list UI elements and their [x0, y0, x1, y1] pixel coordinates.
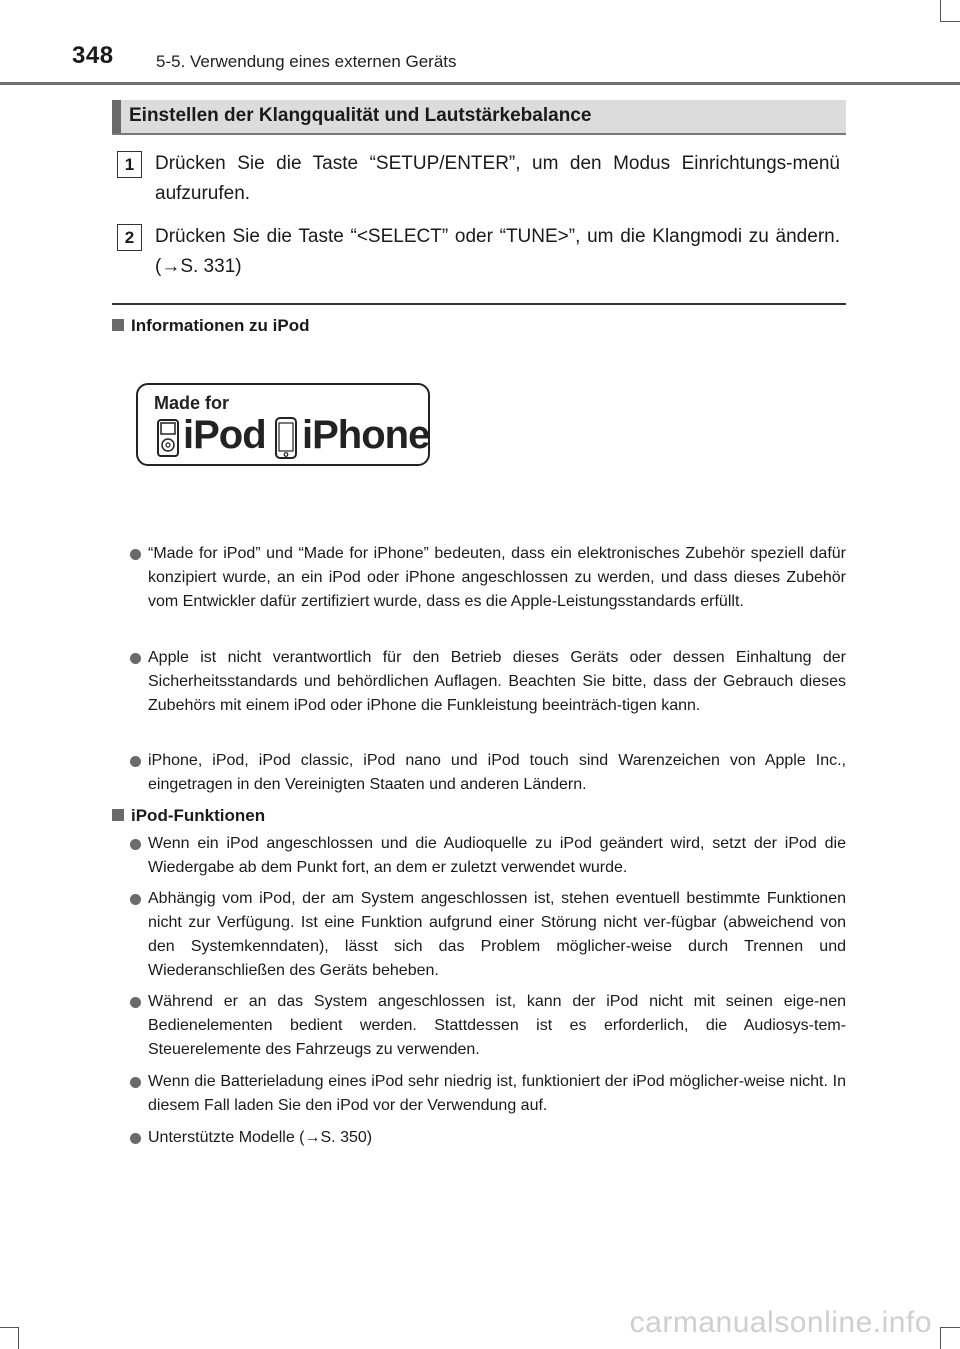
- bullet-dot-icon: [130, 894, 141, 905]
- subheading-text: Informationen zu iPod: [131, 316, 310, 335]
- crop-mark: [0, 1327, 19, 1328]
- bullet-dot-icon: [130, 549, 141, 560]
- page-number: 348: [72, 42, 114, 69]
- bullet-dot-icon: [130, 653, 141, 664]
- subheading-text: iPod-Funktionen: [131, 806, 266, 825]
- watermark: carmanualsonline.info: [629, 1306, 932, 1339]
- section-accent: [112, 100, 121, 133]
- crop-mark: [18, 1327, 19, 1349]
- section-divider: [112, 303, 846, 305]
- bullet-dot-icon: [130, 1133, 141, 1144]
- step-text-1: Drücken Sie die Taste “SETUP/ENTER”, um den Modus Einrichtungs-menü aufzurufen.: [155, 153, 840, 204]
- list-item: Wenn die Batterieladung eines iPod sehr niedrig ist, funktioniert der iPod möglicher-weise nicht. In diesem Fall laden Sie den iPod vor der Verwendung auf.: [130, 1070, 846, 1118]
- list-item: Während er an das System angeschlossen ist, kann der iPod nicht mit seinen eige-nen Bedienelementen bedient werden. Stattdessen ist es erforderlich, die Audiosys-tem-Steuerelemente des Fahrzeugs zu verwenden.: [130, 990, 846, 1062]
- subheading-ipod-functions: [112, 806, 265, 826]
- step-number-2: 2: [117, 224, 142, 251]
- header-rule: [0, 82, 960, 85]
- bullet-dot-icon: [130, 839, 141, 850]
- crop-mark: [940, 1327, 941, 1349]
- made-for-ipod-iphone-badge: [136, 383, 430, 466]
- crop-mark: [940, 1327, 960, 1328]
- ipod-device-icon: [157, 419, 179, 457]
- list-item: Apple ist nicht verantwortlich für den Betrieb dieses Geräts oder dessen Einhaltung der Sicherheitsstandards und behördlichen Auflagen. Beachten Sie bitte, dass der Gebrauch dieses Zubehörs mit einem iPod oder iPhone die Funkleistung beeinträch-tigen kann.: [130, 646, 846, 718]
- bullet-dot-icon: [130, 1077, 141, 1088]
- chapter-title: 5-5. Verwendung eines externen Geräts: [156, 52, 457, 71]
- list-item: “Made for iPod” und “Made for iPhone” bedeuten, dass ein elektronisches Zubehör speziell dafür konzipiert wurde, an ein iPod oder iPhone angeschlossen zu werden, und dass dieses Zubehör vom Entwickler dafür zertifiziert wurde, dass es die Apple-Leistungsstandards erfüllt.: [130, 542, 846, 614]
- step-number-1: 1: [117, 151, 142, 178]
- badge-ipod: iPod: [183, 413, 266, 457]
- bullet-dot-icon: [130, 756, 141, 767]
- square-bullet-icon: [112, 809, 124, 821]
- step-text-2: Drücken Sie die Taste “<SELECT” oder “TUNE>”, um die Klangmodi zu ändern. (→S. 331): [155, 226, 840, 277]
- list-item: Wenn ein iPod angeschlossen und die Audioquelle zu iPod geändert wird, setzt der iPod die Wiedergabe ab dem Punkt fort, an dem er zuletzt verwendet wurde.: [130, 832, 846, 880]
- square-bullet-icon: [112, 319, 124, 331]
- bullet-dot-icon: [130, 997, 141, 1008]
- list-item: iPhone, iPod, iPod classic, iPod nano und iPod touch sind Warenzeichen von Apple Inc., eingetragen in den Vereinigten Staaten und anderen Ländern.: [130, 749, 846, 797]
- section-title-bar: [112, 100, 846, 135]
- section-title: Einstellen der Klangqualität und Lautstärkebalance: [129, 105, 592, 126]
- badge-made-for: Made for: [154, 393, 230, 413]
- iphone-device-icon: [275, 417, 297, 459]
- subheading-ipod-info: [112, 316, 310, 336]
- crop-mark: [940, 0, 941, 22]
- badge-iphone: iPhone: [302, 413, 430, 457]
- crop-mark: [940, 21, 960, 22]
- list-item: Abhängig vom iPod, der am System angeschlossen ist, stehen eventuell bestimmte Funktionen nicht zur Verfügung. Ist eine Funktion aufgrund einer Störung nicht ver-fügbar (abweichend von den Systemkenndaten), lässt sich das Problem möglicher-weise durch Trennen und Wiederanschließen des Geräts beheben.: [130, 887, 846, 983]
- list-item: Unterstützte Modelle (→S. 350): [130, 1126, 846, 1150]
